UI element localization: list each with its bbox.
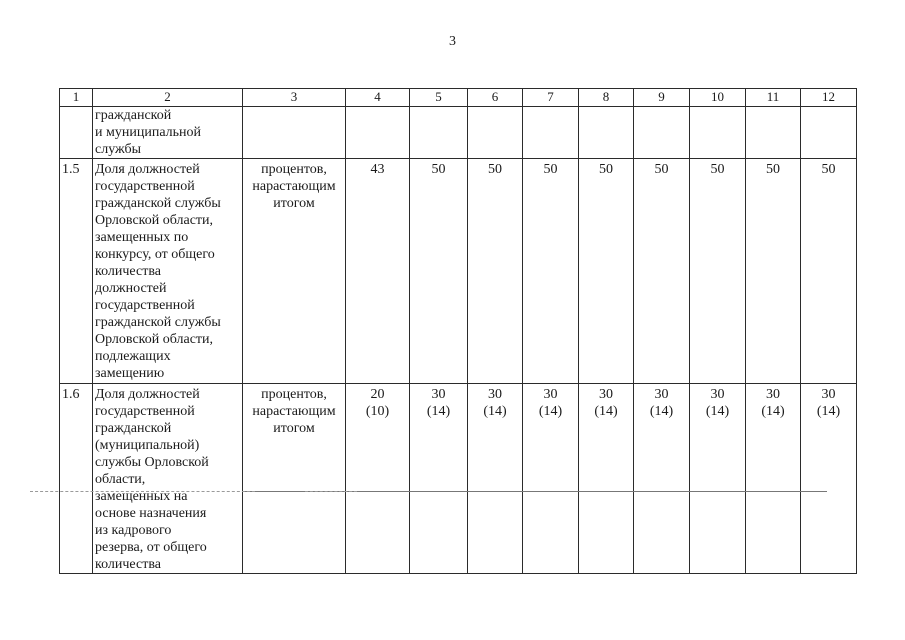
value-line: 50 xyxy=(821,162,836,177)
column-header: 5 xyxy=(410,89,468,107)
value-cell xyxy=(468,384,523,574)
row-number-cell: 1.6 xyxy=(60,384,93,574)
value-cell xyxy=(410,384,468,574)
value-cell xyxy=(468,107,523,159)
scan-artifact-line xyxy=(305,491,357,492)
indicator-name-line: количества xyxy=(95,264,161,279)
value-cell xyxy=(410,107,468,159)
value-line: 30 xyxy=(599,387,613,402)
value-line: 43 xyxy=(370,162,385,177)
value-cell xyxy=(346,384,410,574)
column-header: 7 xyxy=(523,89,579,107)
value-cell xyxy=(468,159,523,384)
value-cell xyxy=(634,384,690,574)
value-cell xyxy=(746,107,801,159)
value-cell xyxy=(346,159,410,384)
indicator-name-line: и муниципальной xyxy=(95,125,202,140)
value-cell xyxy=(634,107,690,159)
value-line: (10) xyxy=(365,404,390,419)
column-header: 1 xyxy=(60,89,93,107)
table-row xyxy=(60,107,857,159)
indicator-name-line: гражданской xyxy=(95,108,172,123)
unit-line: нарастающим xyxy=(252,179,336,194)
indicator-name-cell xyxy=(93,159,243,384)
value-line: 30 xyxy=(488,387,502,402)
indicator-name-line: государственной xyxy=(95,404,195,419)
indicator-name-line: количества xyxy=(95,557,161,572)
unit-line: процентов, xyxy=(261,387,327,402)
value-line: (14) xyxy=(649,404,674,419)
column-header: 9 xyxy=(634,89,690,107)
indicator-name-cell xyxy=(93,384,243,574)
indicator-name-line: из кадрового xyxy=(95,523,172,538)
value-line: (14) xyxy=(594,404,618,419)
value-line: 50 xyxy=(431,162,446,177)
value-line: 30 xyxy=(710,387,725,402)
column-header: 10 xyxy=(690,89,746,107)
indicator-name-line: области, xyxy=(95,472,146,487)
value-line: (14) xyxy=(483,404,507,419)
value-cell xyxy=(634,159,690,384)
column-header: 2 xyxy=(93,89,243,107)
unit-cell xyxy=(243,159,346,384)
indicator-name-line: государственной xyxy=(95,179,195,194)
column-header: 8 xyxy=(579,89,634,107)
value-line: 50 xyxy=(766,162,780,177)
value-cell xyxy=(746,384,801,574)
indicator-name-line: основе назначения xyxy=(95,506,207,521)
value-cell xyxy=(690,159,746,384)
value-cell xyxy=(410,159,468,384)
indicator-name-line: Орловской области, xyxy=(95,213,214,228)
value-line: 30 xyxy=(821,387,836,402)
unit-line: итогом xyxy=(273,421,315,436)
header-row xyxy=(60,89,857,107)
value-cell xyxy=(690,384,746,574)
value-cell xyxy=(523,159,579,384)
row-number-cell xyxy=(60,107,93,159)
indicator-name-line: Доля должностей xyxy=(95,162,200,177)
value-line: 30 xyxy=(654,387,669,402)
indicators-table xyxy=(59,88,857,574)
row-number-cell: 1.5 xyxy=(60,159,93,384)
indicator-name-cell xyxy=(93,107,243,159)
indicator-name-line: подлежащих xyxy=(95,349,171,364)
column-header: 6 xyxy=(468,89,523,107)
value-line: (14) xyxy=(816,404,841,419)
indicator-name-line: государственной xyxy=(95,298,195,313)
unit-line: процентов, xyxy=(261,162,327,177)
value-cell xyxy=(523,107,579,159)
value-line: (14) xyxy=(705,404,730,419)
indicator-name-line: замещению xyxy=(95,366,165,381)
column-header: 12 xyxy=(801,89,857,107)
indicator-name-line: замещенных по xyxy=(95,230,189,245)
value-line: 30 xyxy=(431,387,446,402)
value-line: 50 xyxy=(488,162,502,177)
indicator-name-line: службы xyxy=(95,142,142,157)
indicator-name-line: Орловской области, xyxy=(95,332,214,347)
value-cell xyxy=(346,107,410,159)
value-line: (14) xyxy=(426,404,451,419)
indicator-name-line: Доля должностей xyxy=(95,387,200,402)
indicator-name-line: замещенных на xyxy=(95,489,188,504)
value-line: (14) xyxy=(538,404,563,419)
indicator-name-line: конкурсу, от общего xyxy=(95,247,215,262)
value-line: 20 xyxy=(370,387,385,402)
unit-cell xyxy=(243,384,346,574)
value-cell xyxy=(801,384,857,574)
value-line: (14) xyxy=(761,404,785,419)
value-cell xyxy=(523,384,579,574)
value-line: 50 xyxy=(599,162,613,177)
scan-artifact-line xyxy=(30,491,255,492)
table-row xyxy=(60,384,857,574)
value-line: 30 xyxy=(543,387,558,402)
column-header: 3 xyxy=(243,89,346,107)
value-cell xyxy=(801,159,857,384)
unit-cell xyxy=(243,107,346,159)
indicator-name-line: резерва, от общего xyxy=(95,540,207,555)
column-header: 4 xyxy=(346,89,410,107)
value-cell xyxy=(801,107,857,159)
unit-line: нарастающим xyxy=(252,404,336,419)
value-line: 50 xyxy=(710,162,725,177)
value-line: 30 xyxy=(766,387,780,402)
page-number: 3 xyxy=(449,34,456,49)
value-line: 50 xyxy=(654,162,669,177)
value-cell xyxy=(579,159,634,384)
column-header: 11 xyxy=(746,89,801,107)
indicator-name-line: гражданской службы xyxy=(95,315,221,330)
value-cell xyxy=(746,159,801,384)
value-cell xyxy=(579,384,634,574)
indicator-name-line: гражданской xyxy=(95,421,172,436)
value-cell xyxy=(690,107,746,159)
indicators-table-wrapper xyxy=(59,88,857,574)
value-cell xyxy=(579,107,634,159)
indicator-name-line: службы Орловской xyxy=(95,455,209,470)
value-line: 50 xyxy=(543,162,558,177)
indicator-name-line: должностей xyxy=(95,281,167,296)
indicator-name-line: гражданской службы xyxy=(95,196,221,211)
table-row xyxy=(60,159,857,384)
indicator-name-line: (муниципальной) xyxy=(95,438,200,453)
unit-line: итогом xyxy=(273,196,315,211)
